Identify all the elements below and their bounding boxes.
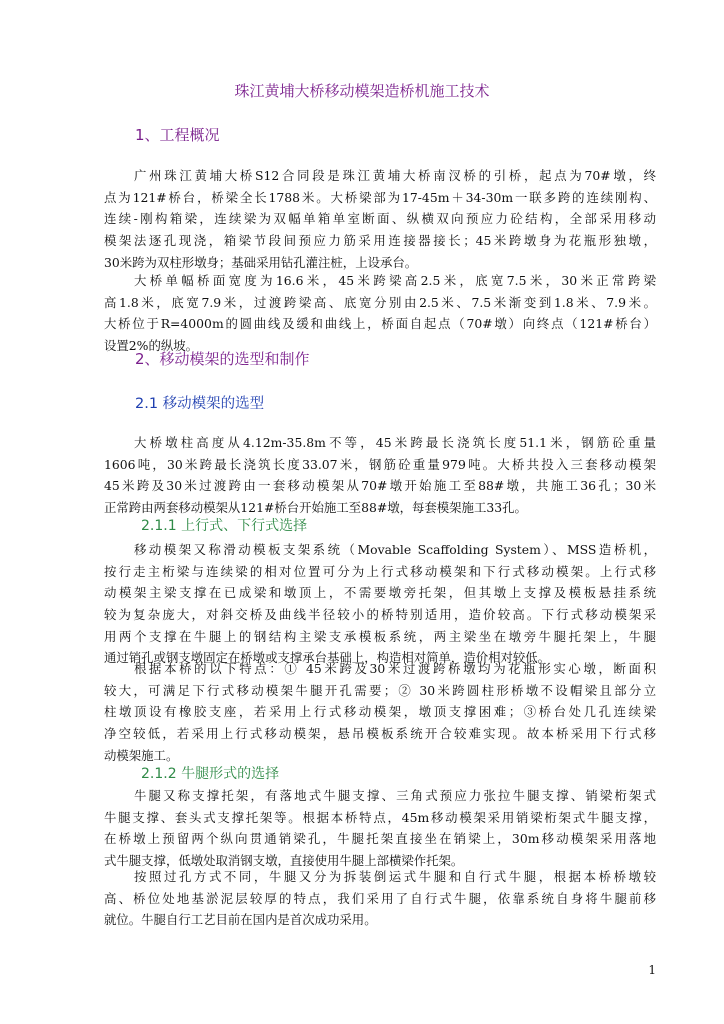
paragraph-line: 连续-刚构箱梁，连续梁为双幅单箱单室断面、纵横双向预应力砼结构，全部采用移动 xyxy=(104,211,656,227)
paragraph-line: 点为121#桥台，桥梁全长1788米。大桥梁部为17-45m＋34-30m一联多跨的连续刚构、 xyxy=(104,189,656,205)
paragraph-line: 30米跨为双柱形墩身；基础采用钻孔灌注桩，上设承台。 xyxy=(104,254,418,270)
paragraph-line: 柱墩顶设有橡胶支座，若采用上行式移动模架，墩顶支撑困难；③桥台处几孔连续梁 xyxy=(104,704,656,720)
paragraph-line: 通过销孔或钢支墩固定在桥墩或支撑承台基础上，构造相对简单，造价相对较低。 xyxy=(104,650,551,666)
paragraph-line: 用两个支撑在牛腿上的钢结构主梁支承模板系统，两主梁坐在墩旁牛腿托架上，牛腿 xyxy=(104,628,656,644)
paragraph-line: 较为复杂庞大，对斜交桥及曲线半径较小的桥特别适用，造价较高。下行式移动模架采 xyxy=(104,607,656,623)
paragraph-line: 高1.8米，底宽7.9米，过渡跨梁高、底宽分别由2.5米、7.5米渐变到1.8米、7.9米。 xyxy=(104,294,656,310)
paragraph-mss-types xyxy=(104,539,656,669)
paragraph-line: 较大，可满足下行式移动模架牛腿开孔需要；② 30米跨圆柱形桥墩不设帽梁且部分立 xyxy=(104,682,656,698)
paragraph-line: 式牛腿支撑，低墩处取消钢支墩，直接使用牛腿上部横梁作托架。 xyxy=(104,853,464,869)
paragraph-line: 根据本桥的以下特点：① 45米跨及30米过渡跨桥墩均为花瓶形实心墩，断面积 xyxy=(134,661,656,676)
paragraph-line: 就位。牛腿自行工艺目前在国内是首次成功采用。 xyxy=(104,912,377,928)
document-title: 珠江黄埔大桥移动模架造桥机施工技术 xyxy=(234,82,490,100)
section-heading-1: 1、工程概况 xyxy=(135,126,220,144)
paragraph-line: 按照过孔方式不同，牛腿又分为拆装倒运式牛腿和自行式牛腿，根据本桥桥墩较 xyxy=(134,869,656,884)
section-heading-2: 2、移动模架的选型和制作 xyxy=(135,350,310,368)
paragraph-line: 牛腿又称支撑托架，有落地式牛腿支撑、三角式预应力张拉牛腿支撑、销梁桁架式 xyxy=(134,788,656,803)
paragraph-self-moving-bracket xyxy=(104,866,656,931)
paragraph-line: 在桥墩上预留两个纵向贯通销梁孔，牛腿托架直接坐在销梁上，30m移动模架采用落地 xyxy=(104,831,656,847)
subsection-heading-2-1-1: 2.1.1 上行式、下行式选择 xyxy=(141,518,308,534)
subsection-heading-2-1: 2.1 移动模架的选型 xyxy=(135,396,265,412)
paragraph-line: 动模架主梁支撑在已成梁和墩顶上，不需要墩旁托架，但其墩上支撑及模板悬挂系统 xyxy=(104,585,656,601)
paragraph-line: 大桥位于R=4000m的圆曲线及缓和曲线上，桥面自起点（70#墩）向终点（121#桥台） xyxy=(104,316,656,332)
paragraph-line: 设置2%的纵坡。 xyxy=(104,338,199,354)
paragraph-line: 高、桥位处地基淤泥层较厚的特点，我们采用了自行式牛腿，依靠系统自身将牛腿前移 xyxy=(104,890,656,906)
paragraph-line: 移动模架又称滑动模板支架系统（Movable Scaffolding System）、MSS造桥机， xyxy=(134,542,656,557)
paragraph-line: 净空较低，若采用上行式移动模架，悬吊模板系统开合较难实现。故本桥采用下行式移 xyxy=(104,726,656,742)
paragraph-line: 大桥墩柱高度从4.12m-35.8m不等，45米跨最长浇筑长度51.1米，钢筋砼重量 xyxy=(134,435,656,450)
paragraph-overview-1 xyxy=(104,165,656,273)
paragraph-line: 45米跨及30米过渡跨由一套移动模架从70#墩开始施工至88#墩，共施工36孔；30米 xyxy=(104,478,656,494)
paragraph-line: 模架法逐孔现浇，箱梁节段间预应力筋采用连接器接长；45米跨墩身为花瓶形独墩， xyxy=(104,233,656,249)
paragraph-line: 动模架施工。 xyxy=(104,747,179,763)
paragraph-line: 牛腿支撑、套头式支撑托架等。根据本桥特点，45m移动模架采用销梁桁架式牛腿支撑， xyxy=(104,809,656,825)
paragraph-bracket-types xyxy=(104,785,656,872)
paragraph-line: 正常跨由两套移动模架从121#桥台开始施工至88#墩，每套模架施工33孔。 xyxy=(104,500,527,516)
paragraph-line: 大桥单幅桥面宽度为16.6米，45米跨梁高2.5米，底宽7.5米，30米正常跨梁 xyxy=(134,273,656,288)
paragraph-bridge-features xyxy=(104,658,656,766)
paragraph-line: 广州珠江黄埔大桥S12合同段是珠江黄埔大桥南汊桥的引桥，起点为70#墩，终 xyxy=(134,168,656,183)
paragraph-selection xyxy=(104,432,656,519)
paragraph-line: 按行走主桁梁与连续梁的相对位置可分为上行式移动模架和下行式移动模架。上行式移 xyxy=(104,563,656,579)
subsection-heading-2-1-2: 2.1.2 牛腿形式的选择 xyxy=(141,766,280,782)
paragraph-line: 1606吨，30米跨最长浇筑长度33.07米，钢筋砼重量979吨。大桥共投入三套移动模架 xyxy=(104,456,656,472)
page-number: 1 xyxy=(648,963,656,977)
paragraph-overview-2 xyxy=(104,270,656,357)
